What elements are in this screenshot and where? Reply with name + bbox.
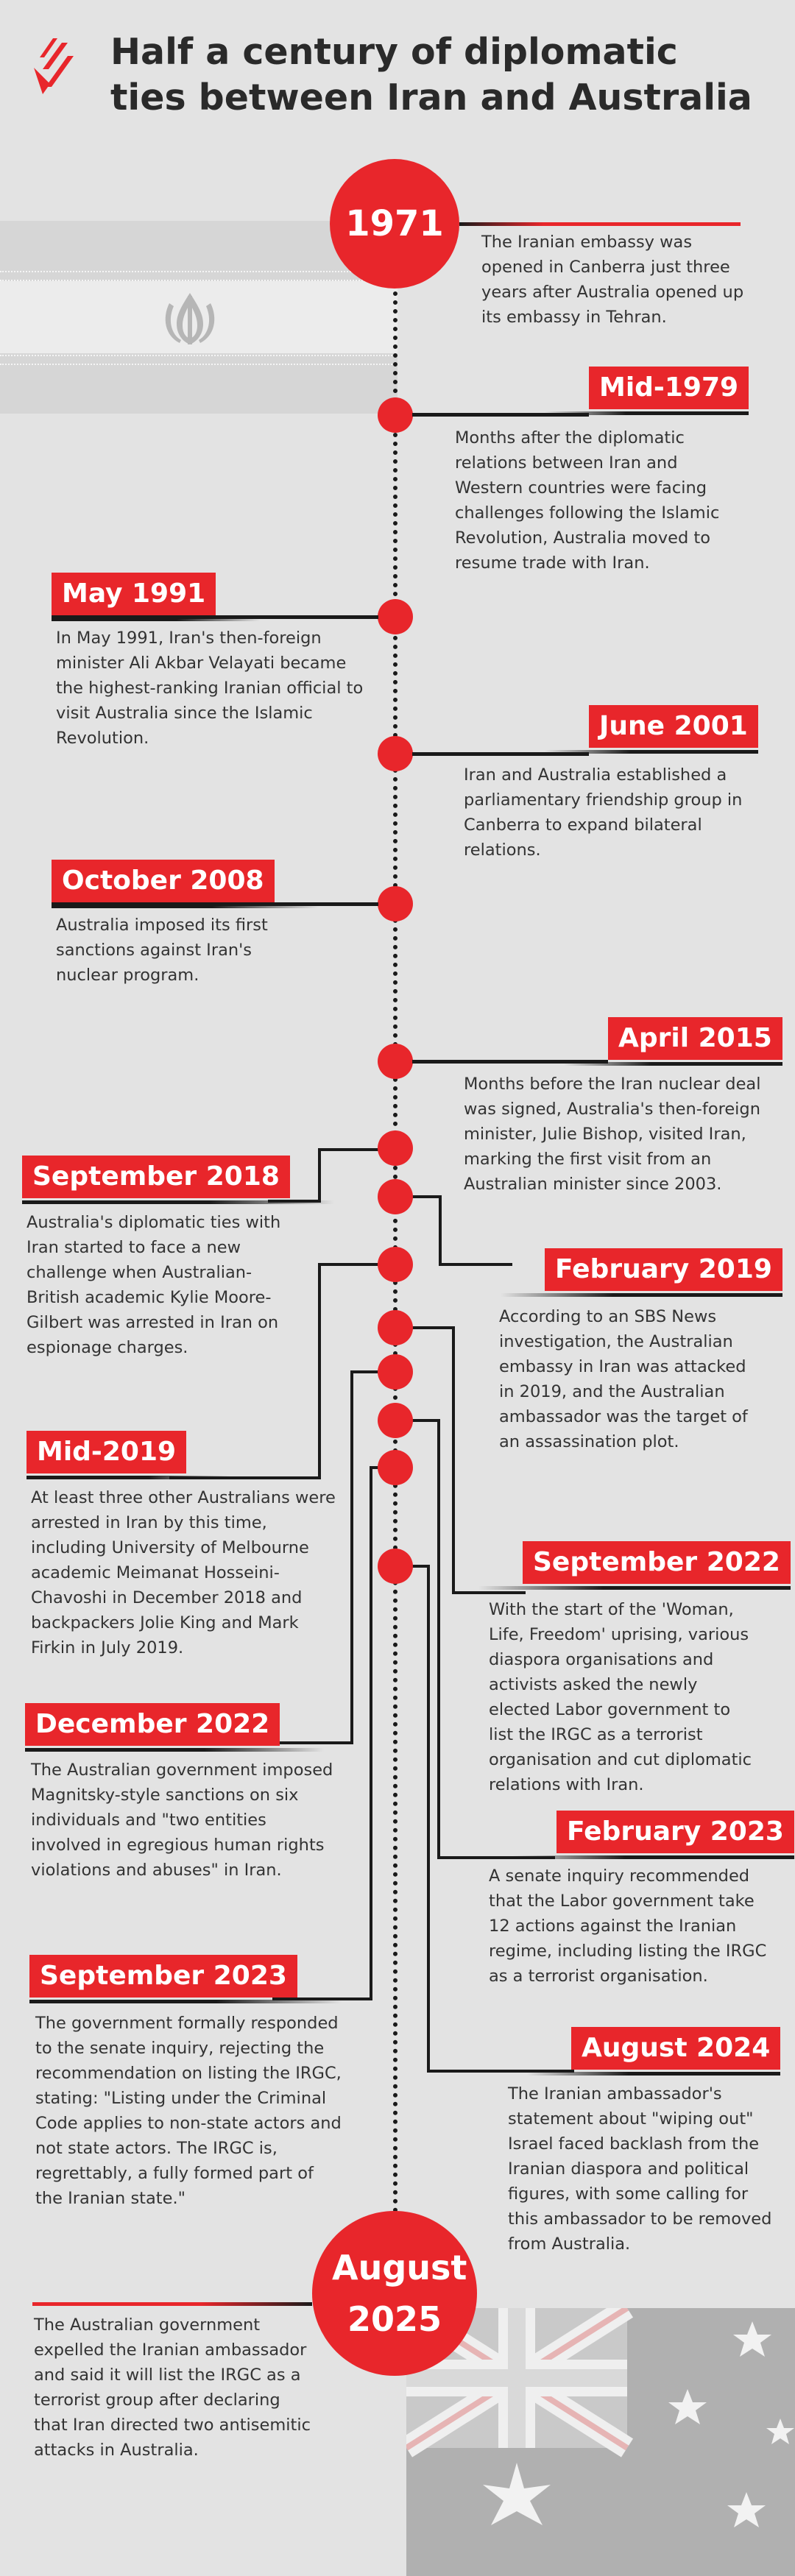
milestone-circle-2025 [312,2211,477,2376]
event-date: August 2025 [332,2248,467,2339]
event-text: A senate inquiry recommended that the Labor government take 12 actions against the Iranian regime, including listing the IRGC as a terrorist organisation. [489,1866,767,1986]
timeline-dot [378,1179,413,1214]
event-text: The government formally responded to the senate inquiry, rejecting the recommendation on listing the IRGC, stating: "Listing under the Criminal Code applies to non-state actors and not state actors. The IRGC is, regrettably, a fully formed part of the Iranian state." [35,2014,342,2208]
timeline-dot [378,1450,413,1485]
event-text: Australia's diplomatic ties with Iran started to face a new challenge when Australian-British academic Kylie Moore-Gilbert was arrested in Iran on espionage charges. [26,1213,281,1357]
event-date-label: February 2019 [545,1248,782,1291]
connector-sep2023 [370,1466,396,2000]
event-text: Australia imposed its first sanctions against Iran's nuclear program. [56,916,268,985]
event-date-label: December 2022 [25,1703,280,1746]
divider [52,902,378,906]
page-title: Half a century of diplomatic ties between Iran and Australia [110,31,752,118]
divider [459,222,741,226]
event-date-label: Mid-1979 [589,367,749,409]
event-date-label: September 2022 [523,1541,791,1584]
milestone-circle-1971 [330,159,459,289]
event-text: With the start of the 'Woman, Life, Freedom' uprising, various diaspora organisations and activists asked the newly elected Labor government to list the IRGC as a terrorist organisation and cut diplomatic relations with Iran. [489,1600,752,1794]
timeline-dot [378,1130,413,1166]
timeline-dot [378,1247,413,1282]
iran-emblem-icon [160,289,219,347]
event-text: Months after the diplomatic relations between Iran and Western countries were facing challenges following the Islamic Revolution, Australia moved to resume trade with Iran. [455,428,720,573]
event-date-label: February 2023 [556,1811,794,1853]
connector-sep2022b [452,1591,526,1594]
timeline-dot [378,1044,413,1079]
timeline-dot [378,1310,413,1345]
event-date-label: May 1991 [52,573,216,615]
australia-flag [406,2308,795,2576]
divider [52,615,378,619]
event-date-label: September 2018 [22,1156,290,1198]
connector-aug2024 [393,1565,430,2073]
timeline-dot [378,599,413,634]
event-text: Months before the Iran nuclear deal was signed, Australia's then-foreign minister, Julie Bishop, visited Iran, marking the first visit from an Australian minister since 2003. [464,1075,761,1194]
event-text: According to an SBS News investigation, the Australian embassy in Iran was attacked in 2019, and the Australian ambassador was the target of an assassination plot. [499,1307,748,1451]
event-text: The Iranian ambassador's statement about "wiping out" Israel faced backlash from the Iranian diaspora and political figures, with some calling for this ambassador to be removed from Australia. [508,2084,772,2254]
event-text: At least three other Australians were arrested in Iran by this time, including University of Melbourne academic Meimanat Hosseini-Chavoshi in December 2018 and backpackers Jolie King and Mark Firkin in July 2019. [31,1488,336,1657]
event-text: Iran and Australia established a parliamentary friendship group in Canberra to expand bilateral relations. [464,765,743,860]
divider [32,2302,312,2306]
event-date-label: August 2024 [571,2027,780,2070]
event-text: The Australian government imposed Magnitsky-style sanctions on six individuals and "two entities involved in egregious human rights violations and abuses" in Iran. [31,1761,333,1880]
timeline-dot [378,1354,413,1390]
event-text: The Australian government expelled the Iranian ambassador and said it will list the IRGC as a terrorist group after declaring that Iran directed two antisemitic attacks in Australia. [34,2315,311,2460]
event-text: In May 1991, Iran's then-foreign minister Ali Akbar Velayati became the highest-ranking Iranian official to visit Australia since the Islamic Revolution. [56,629,364,748]
timeline-dot [378,1403,413,1438]
event-date: 1971 [345,203,444,244]
event-date-label: June 2001 [589,705,758,748]
timeline-dot [378,886,413,921]
event-date-label: October 2008 [52,860,275,902]
event-date-label: April 2015 [608,1017,782,1060]
event-date-label: September 2023 [29,1955,297,1998]
event-date-label: Mid-2019 [26,1431,186,1473]
timeline-dot [378,736,413,771]
sbs-logo-icon [28,35,75,97]
event-text: The Iranian embassy was opened in Canberra just three years after Australia opened up its embassy in Tehran. [481,233,744,327]
connector-feb2019b [439,1263,512,1266]
timeline-dot [378,397,413,433]
timeline-dot [378,1549,413,1584]
